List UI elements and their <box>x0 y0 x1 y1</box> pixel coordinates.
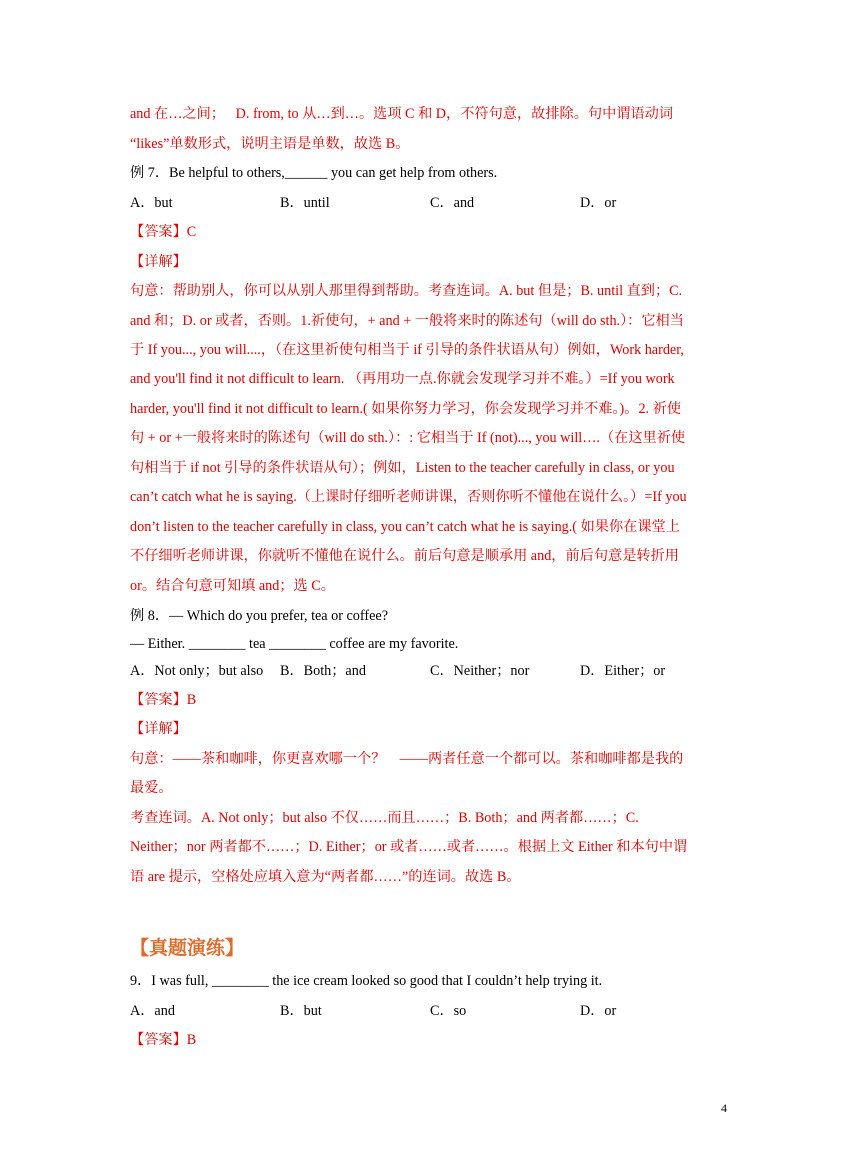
q7-explanation-line: harder, you'll find it not difficult to learn.( 如果你努力学习，你会发现学习并不难。)。2. 祈使 <box>130 401 682 417</box>
q7-option-c: C．and <box>430 195 475 211</box>
q7-explanation-line: 句相当于 if not 引导的条件状语从句）；例如，Listen to the teacher carefully in class, or you <box>130 460 675 476</box>
q7-explanation-line: 句意：帮助别人，你可以从别人那里得到帮助。考查连词。A. but 但是；B. until 直到；C. <box>130 283 683 299</box>
q7-option-d: D．or <box>580 195 617 211</box>
q9-option-a: A．and <box>130 1003 175 1019</box>
q8-option-b: B．Both；and <box>280 663 366 679</box>
q9-option-c: C．so <box>430 1003 467 1019</box>
q7-answer: 【答案】C <box>130 224 197 240</box>
q7-option-b: B．until <box>280 195 330 211</box>
q8-detail-label: 【详解】 <box>130 721 187 737</box>
q7-option-a: A．but <box>130 195 173 211</box>
q7-explanation-line: or。结合句意可知填 and；选 C。 <box>130 578 335 594</box>
section-title: 【真题演练】 <box>130 937 245 959</box>
q8-option-d: D．Either；or <box>580 663 666 679</box>
q7-explanation-line: 不仔细听老师讲课，你就听不懂他在说什么。前后句意是顺承用 and，前后句意是转折用 <box>130 548 679 564</box>
q8-explanation-line: 语 are 提示，空格处应填入意为“两者都……”的连词。故选 B。 <box>130 869 521 885</box>
q9-answer: 【答案】B <box>130 1032 197 1048</box>
q8-explanation-line: Neither；nor 两者都不……；D. Either；or 或者……或者……。根据上文 Either 和本句中谓 <box>130 839 688 855</box>
q7-explanation-line: 句 + or +一般将来时的陈述句（will do sth.）：: 它相当于 If (not)..., you will….（在这里祈使 <box>130 430 686 446</box>
q8-option-c: C．Neither；nor <box>430 663 530 679</box>
q7-explanation-line: 于 If you..., you will....，（在这里祈使句相当于 if 引导的条件状语从句）例如，Work harder, <box>130 342 684 358</box>
question-8-line2: — Either. ________ tea ________ coffee are my favorite. <box>130 636 459 652</box>
q8-explanation-line: 考查连词。A. Not only；but also 不仅……而且……；B. Both；and 两者都……；C. <box>130 810 639 826</box>
q9-option-b: B．but <box>280 1003 322 1019</box>
page-number: 4 <box>721 1101 727 1115</box>
q8-option-a: A．Not only；but also <box>130 663 264 679</box>
question-8: 例 8．— Which do you prefer, tea or coffee? <box>130 608 388 624</box>
explanation-line: and 在…之间； D. from, to 从…到…。选项 C 和 D，不符句意，故排除。句中谓语动词 <box>130 106 674 122</box>
q8-explanation-line: 句意：——茶和咖啡，你更喜欢哪一个？ ——两者任意一个都可以。茶和咖啡都是我的 <box>130 751 684 767</box>
explanation-line: “likes”单数形式，说明主语是单数，故选 B。 <box>130 136 410 152</box>
q9-option-d: D．or <box>580 1003 617 1019</box>
q7-explanation-line: and you'll find it not difficult to learn. （再用功一点.你就会发现学习并不难。）=If you work <box>130 371 675 387</box>
q7-explanation-line: can’t catch what he is saying.（上课时仔细听老师讲课，否则你听不懂他在说什么。）=If you <box>130 489 687 505</box>
q8-explanation-line: 最爱。 <box>130 780 173 796</box>
q7-explanation-line: and 和；D. or 或者，否则。1.祈使句，+ and + 一般将来时的陈述句（will do sth.）：它相当 <box>130 313 684 329</box>
question-7: 例 7．Be helpful to others,______ you can get help from others. <box>130 165 498 181</box>
question-9: 9．I was full, ________ the ice cream looked so good that I couldn’t help trying it. <box>130 973 603 989</box>
q7-explanation-line: don’t listen to the teacher carefully in class, you can’t catch what he is saying.( 如果你在课堂上 <box>130 519 680 535</box>
q7-detail-label: 【详解】 <box>130 254 187 270</box>
q8-answer: 【答案】B <box>130 692 197 708</box>
